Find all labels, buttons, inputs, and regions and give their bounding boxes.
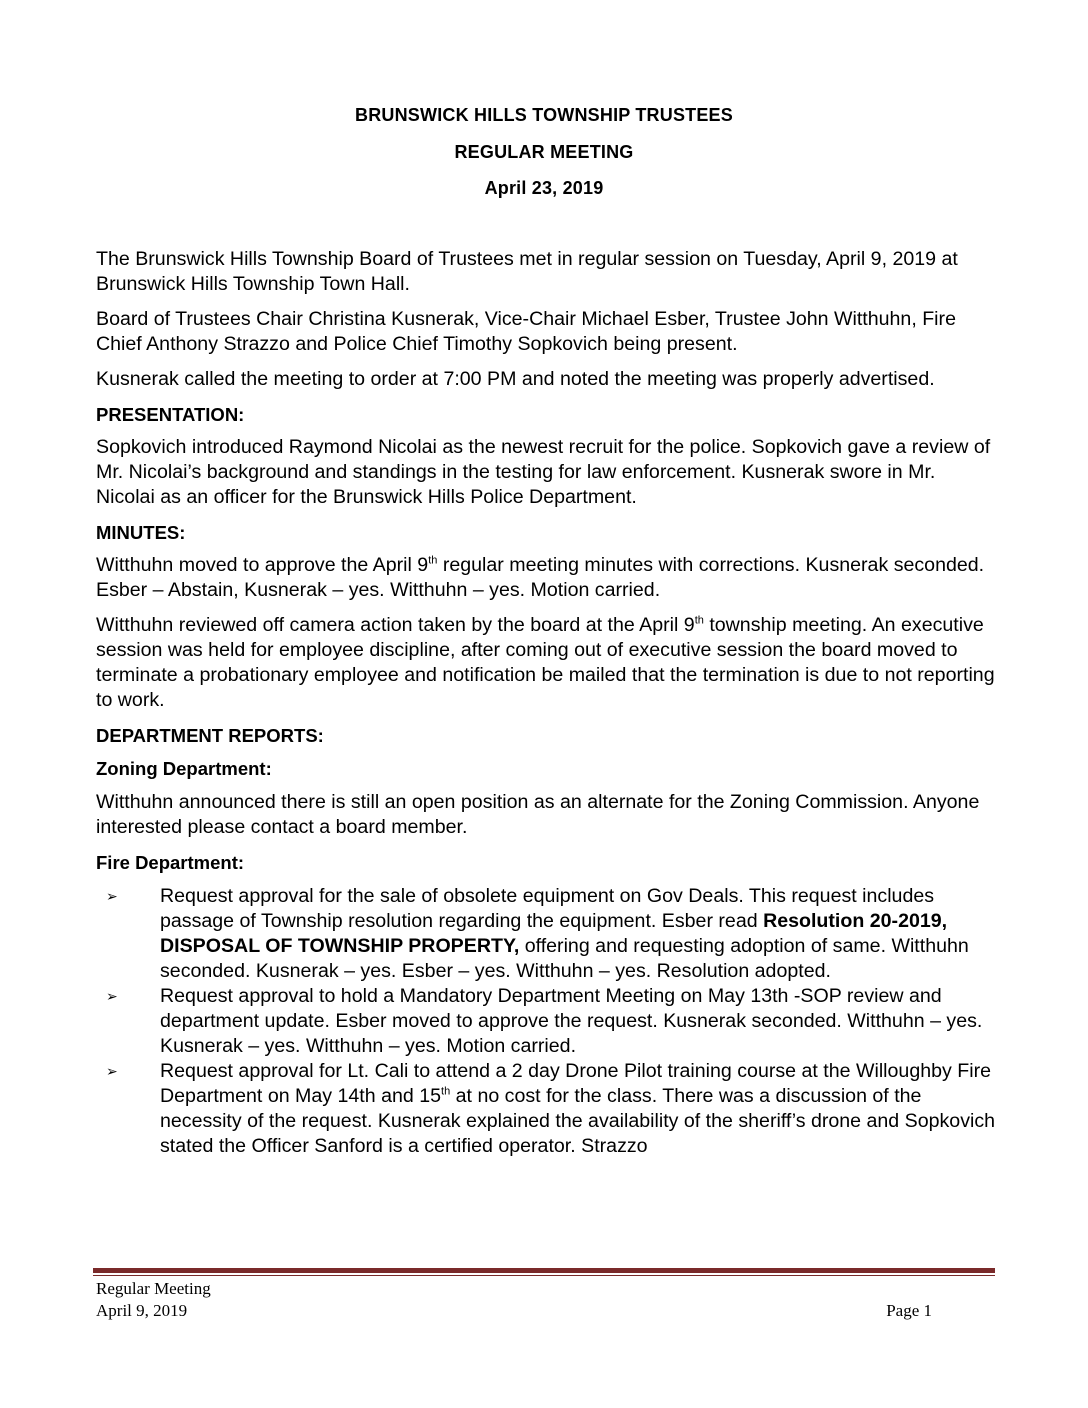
- document-title: BRUNSWICK HILLS TOWNSHIP TRUSTEES: [355, 105, 733, 125]
- intro-paragraph: The Brunswick Hills Township Board of Trustees met in regular session on Tuesday, April 9, 2019 at Brunswick Hills Township Town Hall.: [96, 248, 958, 295]
- text-run: Witthuhn reviewed off camera action taken by the board at the April 9: [96, 614, 695, 636]
- presentation-paragraph: Sopkovich introduced Raymond Nicolai as the newest recruit for the police. Sopkovich gave a review of Mr. Nicolai’s background and standings in the testing for law enforcement. Kusnerak swore in Mr. Nicolai as an officer for the Brunswick Hills Police Department.: [96, 436, 991, 508]
- document-subtitle: REGULAR MEETING: [454, 142, 634, 162]
- footer-divider: [93, 1268, 995, 1273]
- department-reports-heading: DEPARTMENT REPORTS:: [96, 725, 324, 746]
- text-run: Request approval for Lt. Cali to attend a 2 day Drone Pilot training course at the Willoughby Fire Department on May 14th and 15: [160, 1060, 992, 1107]
- presentation-heading: PRESENTATION:: [96, 404, 245, 425]
- zoning-heading: Zoning Department:: [96, 758, 272, 779]
- superscript: th: [694, 614, 704, 627]
- list-item: [96, 1059, 996, 1159]
- list-item: [96, 984, 996, 1059]
- page-footer: [96, 1278, 932, 1322]
- meeting-date: April 23, 2019: [484, 178, 604, 198]
- minutes-heading: MINUTES:: [96, 522, 186, 543]
- minutes-paragraph: [96, 553, 996, 603]
- arrow-bullet-icon: ➢: [106, 1063, 118, 1079]
- text-run: township meeting. An executive session was held for employee discipline, after coming out of executive session the board moved to terminate a probationary employee and notification be mailed that the termination is due to not reporting to work.: [96, 614, 995, 711]
- text-run: offering and requesting adoption of same. Witthuhn seconded. Kusnerak – yes. Esber – yes. Witthuhn – yes. Resolution adopted.: [160, 935, 969, 982]
- superscript: th: [428, 554, 438, 567]
- footer-date: April 9, 2019: [96, 1301, 188, 1320]
- attendance-paragraph: Board of Trustees Chair Christina Kusnerak, Vice-Chair Michael Esber, Trustee John Witthuhn, Fire Chief Anthony Strazzo and Police Chief Timothy Sopkovich being present.: [96, 308, 956, 355]
- text-run: Request approval for the sale of obsolete equipment on Gov Deals. This request includes passage of Township resolution regarding the equipment. Esber read: [160, 885, 935, 932]
- text-run: Request approval to hold a Mandatory Department Meeting on May 13th -SOP review and department update. Esber moved to approve the request. Kusnerak seconded. Witthuhn – yes. Kusnerak – yes. Witthuhn – yes. Motion carried.: [160, 985, 983, 1057]
- text-run: Witthuhn moved to approve the April 9: [96, 554, 429, 576]
- off-camera-paragraph: [96, 613, 996, 713]
- arrow-bullet-icon: ➢: [106, 888, 118, 904]
- superscript: th: [441, 1085, 451, 1098]
- text-run: at no cost for the class. There was a discussion of the necessity of the request. Kusnerak explained the availability of the sheriff’s drone and Sopkovich stated the Officer Sanford is a certified operator. Strazzo: [160, 1085, 996, 1157]
- page-number: Page 1: [886, 1301, 932, 1320]
- arrow-bullet-icon: ➢: [106, 988, 118, 1004]
- fire-heading: Fire Department:: [96, 852, 245, 873]
- fire-items-list: [96, 884, 996, 1159]
- zoning-paragraph: Witthuhn announced there is still an open position as an alternate for the Zoning Commission. Anyone interested please contact a board member.: [96, 791, 980, 838]
- list-item: [96, 884, 996, 984]
- call-to-order-paragraph: Kusnerak called the meeting to order at 7:00 PM and noted the meeting was properly advertised.: [96, 368, 935, 390]
- text-run: regular meeting minutes with corrections. Kusnerak seconded. Esber – Abstain, Kusnerak – yes. Witthuhn – yes. Motion carried.: [96, 554, 985, 601]
- footer-divider-thin: [93, 1275, 995, 1276]
- footer-title: Regular Meeting: [96, 1279, 211, 1298]
- document-body: [96, 247, 996, 1159]
- resolution-title: Resolution 20-2019, DISPOSAL OF TOWNSHIP PROPERTY,: [160, 910, 948, 957]
